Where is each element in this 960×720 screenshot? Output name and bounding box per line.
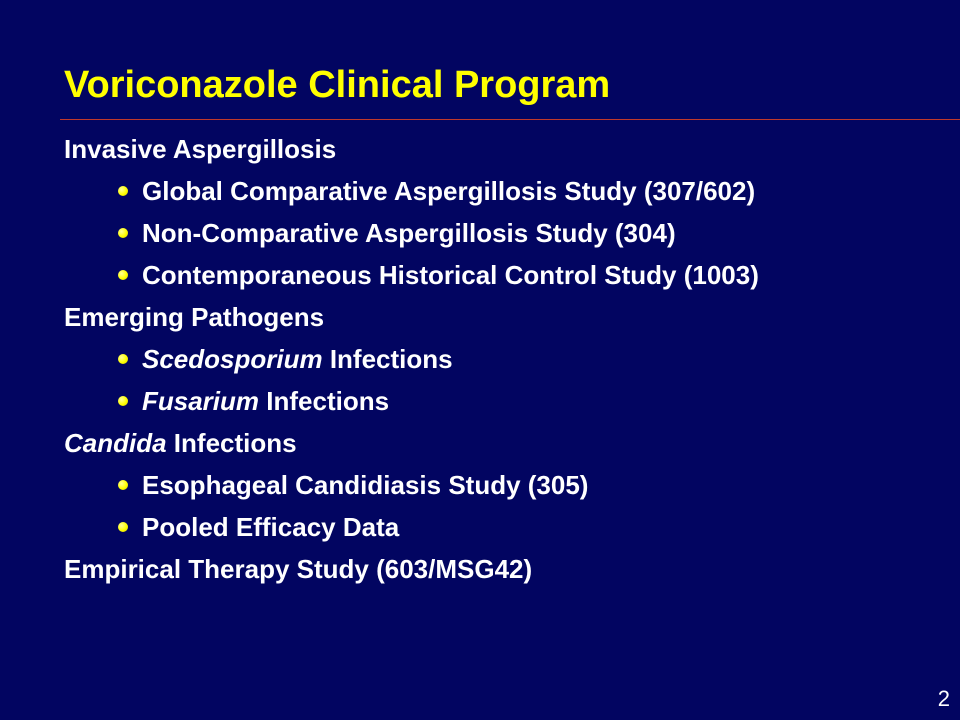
list-item: [64, 128, 944, 170]
bullet-list: [64, 128, 944, 590]
bullet-dot-icon: [118, 228, 128, 238]
bullet-dot-icon: [118, 354, 128, 364]
list-item: [64, 212, 944, 254]
list-item-text: Pooled Efficacy Data: [142, 512, 400, 542]
list-item-text: Fusarium: [142, 386, 260, 416]
slide-title: Voriconazole Clinical Program: [64, 64, 611, 106]
list-item-text: Candida: [64, 428, 167, 458]
list-item-text: Infections: [166, 428, 297, 458]
list-item-text: Emerging Pathogens: [64, 302, 325, 332]
list-item-text: Infections: [259, 386, 390, 416]
list-item-text: Infections: [322, 344, 453, 374]
list-item-text: Non-Comparative Aspergillosis Study (304): [142, 218, 676, 248]
list-item: [64, 170, 944, 212]
bullet-dot-icon: [118, 522, 128, 532]
title-divider: [60, 119, 960, 120]
bullet-dot-icon: [118, 396, 128, 406]
list-item: [64, 380, 944, 422]
bullet-dot-icon: [118, 186, 128, 196]
list-item-text: Contemporaneous Historical Control Study (1003): [142, 260, 759, 290]
bullet-dot-icon: [118, 480, 128, 490]
list-item: [64, 464, 944, 506]
list-item: [64, 254, 944, 296]
bullet-dot-icon: [118, 270, 128, 280]
list-item-text: Esophageal Candidiasis Study (305): [142, 470, 589, 500]
list-item-text: Global Comparative Aspergillosis Study (307/602): [142, 176, 756, 206]
list-item-text: Scedosporium: [142, 344, 323, 374]
list-item: [64, 548, 944, 590]
list-item-text: Empirical Therapy Study (603/MSG42): [64, 554, 533, 584]
list-item-text: Invasive Aspergillosis: [64, 134, 337, 164]
list-item: [64, 296, 944, 338]
list-item: [64, 506, 944, 548]
page-number: 2: [937, 686, 950, 711]
list-item: [64, 422, 944, 464]
list-item: [64, 338, 944, 380]
